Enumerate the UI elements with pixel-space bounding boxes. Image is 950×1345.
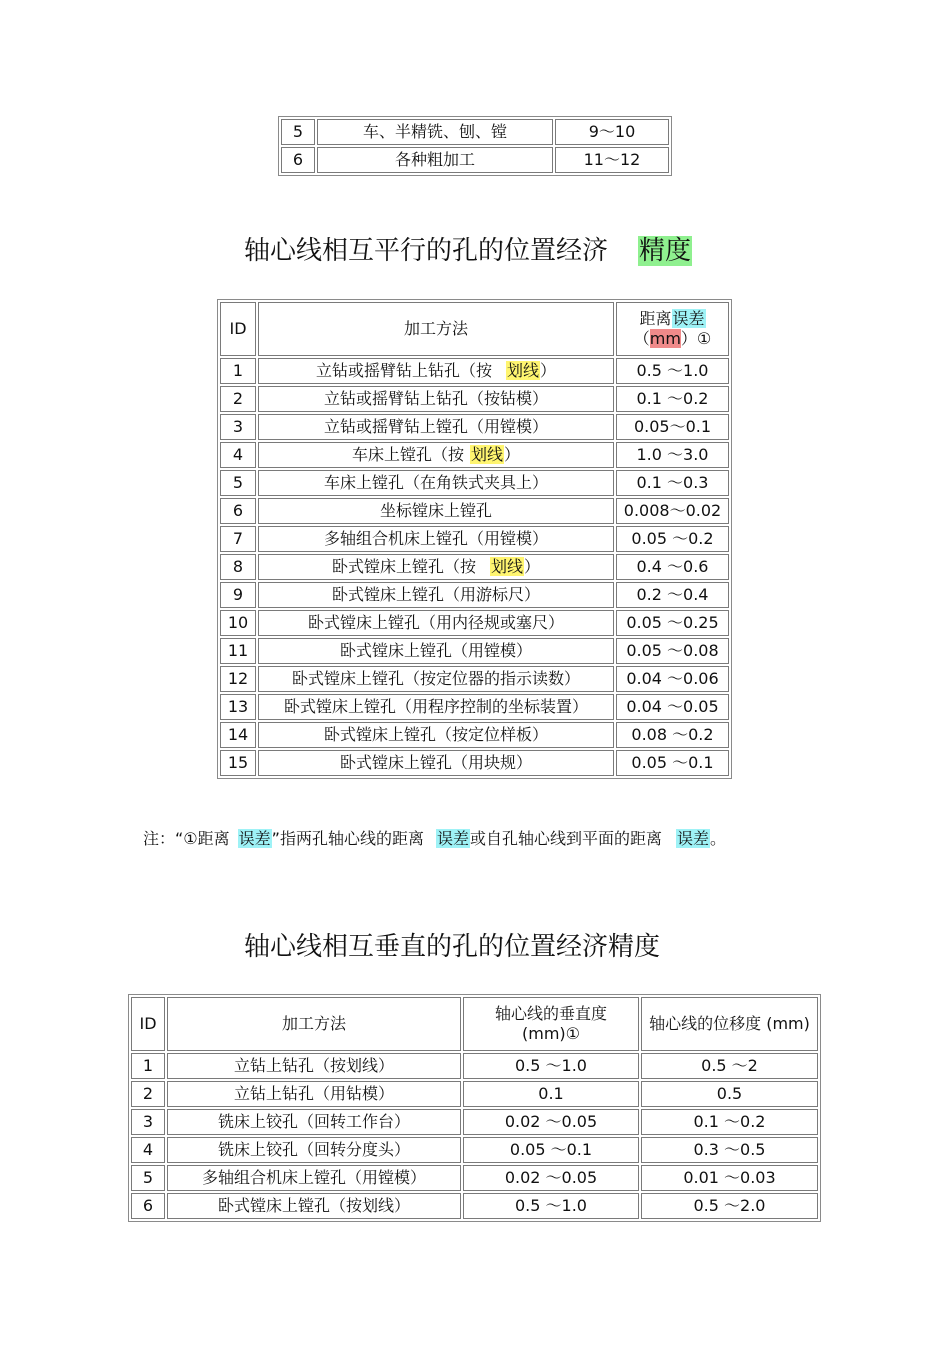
table-row <box>220 358 729 384</box>
row-perpendicularity: 0.02 ～0.05 <box>463 1165 639 1191</box>
header-method: 加工方法 <box>167 997 461 1051</box>
top-table-body <box>281 119 669 173</box>
row-method: 卧式镗床上镗孔（用程序控制的坐标装置） <box>258 694 614 720</box>
table-row <box>131 1109 818 1135</box>
header-distance-error <box>616 302 729 356</box>
table-row <box>281 119 669 145</box>
row-id: 9 <box>220 582 256 608</box>
row-method: 车床上镗孔（在角铁式夹具上） <box>258 470 614 496</box>
row-value: 0.05 ～0.25 <box>616 610 729 636</box>
table-row <box>220 582 729 608</box>
row-id: 1 <box>131 1053 165 1079</box>
row-value: 0.05 ～0.2 <box>616 526 729 552</box>
row-method: 卧式镗床上镗孔（按定位样板） <box>258 722 614 748</box>
row-method: 卧式镗床上镗孔（按 划线） <box>258 554 614 580</box>
row-id: 7 <box>220 526 256 552</box>
row-value: 0.1 ～0.3 <box>616 470 729 496</box>
row-offset: 0.3 ～0.5 <box>641 1137 818 1163</box>
table-row <box>220 694 729 720</box>
table-row <box>131 1193 818 1219</box>
row-id: 4 <box>131 1137 165 1163</box>
table-row <box>220 386 729 412</box>
row-method: 立钻或摇臂钻上镗孔（用镗模） <box>258 414 614 440</box>
row-perpendicularity: 0.02 ～0.05 <box>463 1109 639 1135</box>
row-perpendicularity: 0.05 ～0.1 <box>463 1137 639 1163</box>
row-method: 卧式镗床上镗孔（用游标尺） <box>258 582 614 608</box>
row-id: 6 <box>281 147 315 173</box>
row-method: 立钻上钻孔（按划线） <box>167 1053 461 1079</box>
row-offset: 0.5 ～2.0 <box>641 1193 818 1219</box>
row-method: 铣床上铰孔（回转分度头） <box>167 1137 461 1163</box>
row-id: 4 <box>220 442 256 468</box>
table-row <box>131 1081 818 1107</box>
section1-title-main: 轴心线相互平行的孔的位置经济 <box>244 236 609 266</box>
table-row <box>281 147 669 173</box>
row-method: 各种粗加工 <box>317 147 553 173</box>
table-row <box>220 414 729 440</box>
row-value: 0.04 ～0.06 <box>616 666 729 692</box>
row-value: 0.008～0.02 <box>616 498 729 524</box>
row-id: 1 <box>220 358 256 384</box>
row-method: 立钻或摇臂钻上钻孔（按钻模） <box>258 386 614 412</box>
row-method: 卧式镗床上镗孔（用块规） <box>258 750 614 776</box>
row-grade: 9～10 <box>555 119 669 145</box>
row-id: 2 <box>131 1081 165 1107</box>
row-offset: 0.5 ～2 <box>641 1053 818 1079</box>
header-distance-line2: （mm）① <box>633 329 712 348</box>
parallel-table-body <box>220 302 729 776</box>
row-id: 5 <box>131 1165 165 1191</box>
row-method: 卧式镗床上镗孔（按划线） <box>167 1193 461 1219</box>
row-method: 车床上镗孔（按 划线） <box>258 442 614 468</box>
table-row <box>220 526 729 552</box>
row-id: 8 <box>220 554 256 580</box>
row-value: 0.08 ～0.2 <box>616 722 729 748</box>
table-row <box>220 750 729 776</box>
table-row <box>220 610 729 636</box>
row-method: 车、半精铣、刨、镗 <box>317 119 553 145</box>
row-method: 多轴组合机床上镗孔（用镗模） <box>167 1165 461 1191</box>
row-value: 0.2 ～0.4 <box>616 582 729 608</box>
row-value: 0.4 ～0.6 <box>616 554 729 580</box>
header-distance-line1: 距离误差 <box>639 309 705 328</box>
row-value: 1.0 ～3.0 <box>616 442 729 468</box>
table-row <box>220 554 729 580</box>
table-row <box>220 498 729 524</box>
row-id: 13 <box>220 694 256 720</box>
row-value: 0.5 ～1.0 <box>616 358 729 384</box>
row-offset: 0.5 <box>641 1081 818 1107</box>
row-id: 10 <box>220 610 256 636</box>
table-row <box>220 442 729 468</box>
row-method: 立钻或摇臂钻上钻孔（按 划线） <box>258 358 614 384</box>
table-header-row <box>220 302 729 356</box>
perpendicular-table-body <box>131 997 818 1219</box>
row-id: 14 <box>220 722 256 748</box>
table-row <box>131 1137 818 1163</box>
parallel-holes-table <box>217 299 732 779</box>
row-id: 15 <box>220 750 256 776</box>
row-perpendicularity: 0.1 <box>463 1081 639 1107</box>
row-perpendicularity: 0.5 ～1.0 <box>463 1053 639 1079</box>
row-id: 3 <box>220 414 256 440</box>
row-id: 5 <box>220 470 256 496</box>
row-method: 卧式镗床上镗孔（按定位器的指示读数） <box>258 666 614 692</box>
table-row <box>131 1053 818 1079</box>
row-method: 卧式镗床上镗孔（用镗模） <box>258 638 614 664</box>
row-value: 0.1 ～0.2 <box>616 386 729 412</box>
row-value: 0.05 ～0.08 <box>616 638 729 664</box>
perpendicular-holes-table <box>128 994 821 1222</box>
row-method: 立钻上钻孔（用钻模） <box>167 1081 461 1107</box>
row-grade: 11～12 <box>555 147 669 173</box>
header-id: ID <box>131 997 165 1051</box>
row-method: 多轴组合机床上镗孔（用镗模） <box>258 526 614 552</box>
row-method: 卧式镗床上镗孔（用内径规或塞尺） <box>258 610 614 636</box>
table-row <box>220 470 729 496</box>
section2-title: 轴心线相互垂直的孔的位置经济精度 <box>244 932 661 962</box>
header-perpendicularity: 轴心线的垂直度 (mm)① <box>463 997 639 1051</box>
row-id: 6 <box>131 1193 165 1219</box>
section1-title-highlight: 精度 <box>639 236 692 266</box>
section1-title <box>244 233 692 269</box>
section1-footnote: 注：“①距离 误差”指两孔轴心线的距离 误差或自孔轴心线到平面的距离 误差。 <box>143 829 727 848</box>
table-row <box>220 722 729 748</box>
row-method: 铣床上铰孔（回转工作台） <box>167 1109 461 1135</box>
row-value: 0.05～0.1 <box>616 414 729 440</box>
row-value: 0.04 ～0.05 <box>616 694 729 720</box>
row-id: 12 <box>220 666 256 692</box>
row-id: 6 <box>220 498 256 524</box>
table-row <box>220 666 729 692</box>
row-perpendicularity: 0.5 ～1.0 <box>463 1193 639 1219</box>
table-row <box>131 1165 818 1191</box>
row-value: 0.05 ～0.1 <box>616 750 729 776</box>
row-id: 2 <box>220 386 256 412</box>
table-header-row <box>131 997 818 1051</box>
row-id: 11 <box>220 638 256 664</box>
header-offset: 轴心线的位移度 (mm) <box>641 997 818 1051</box>
row-method: 坐标镗床上镗孔 <box>258 498 614 524</box>
row-id: 5 <box>281 119 315 145</box>
top-table <box>278 116 672 176</box>
row-id: 3 <box>131 1109 165 1135</box>
row-offset: 0.01 ～0.03 <box>641 1165 818 1191</box>
row-offset: 0.1 ～0.2 <box>641 1109 818 1135</box>
header-method: 加工方法 <box>258 302 614 356</box>
table-row <box>220 638 729 664</box>
header-id: ID <box>220 302 256 356</box>
